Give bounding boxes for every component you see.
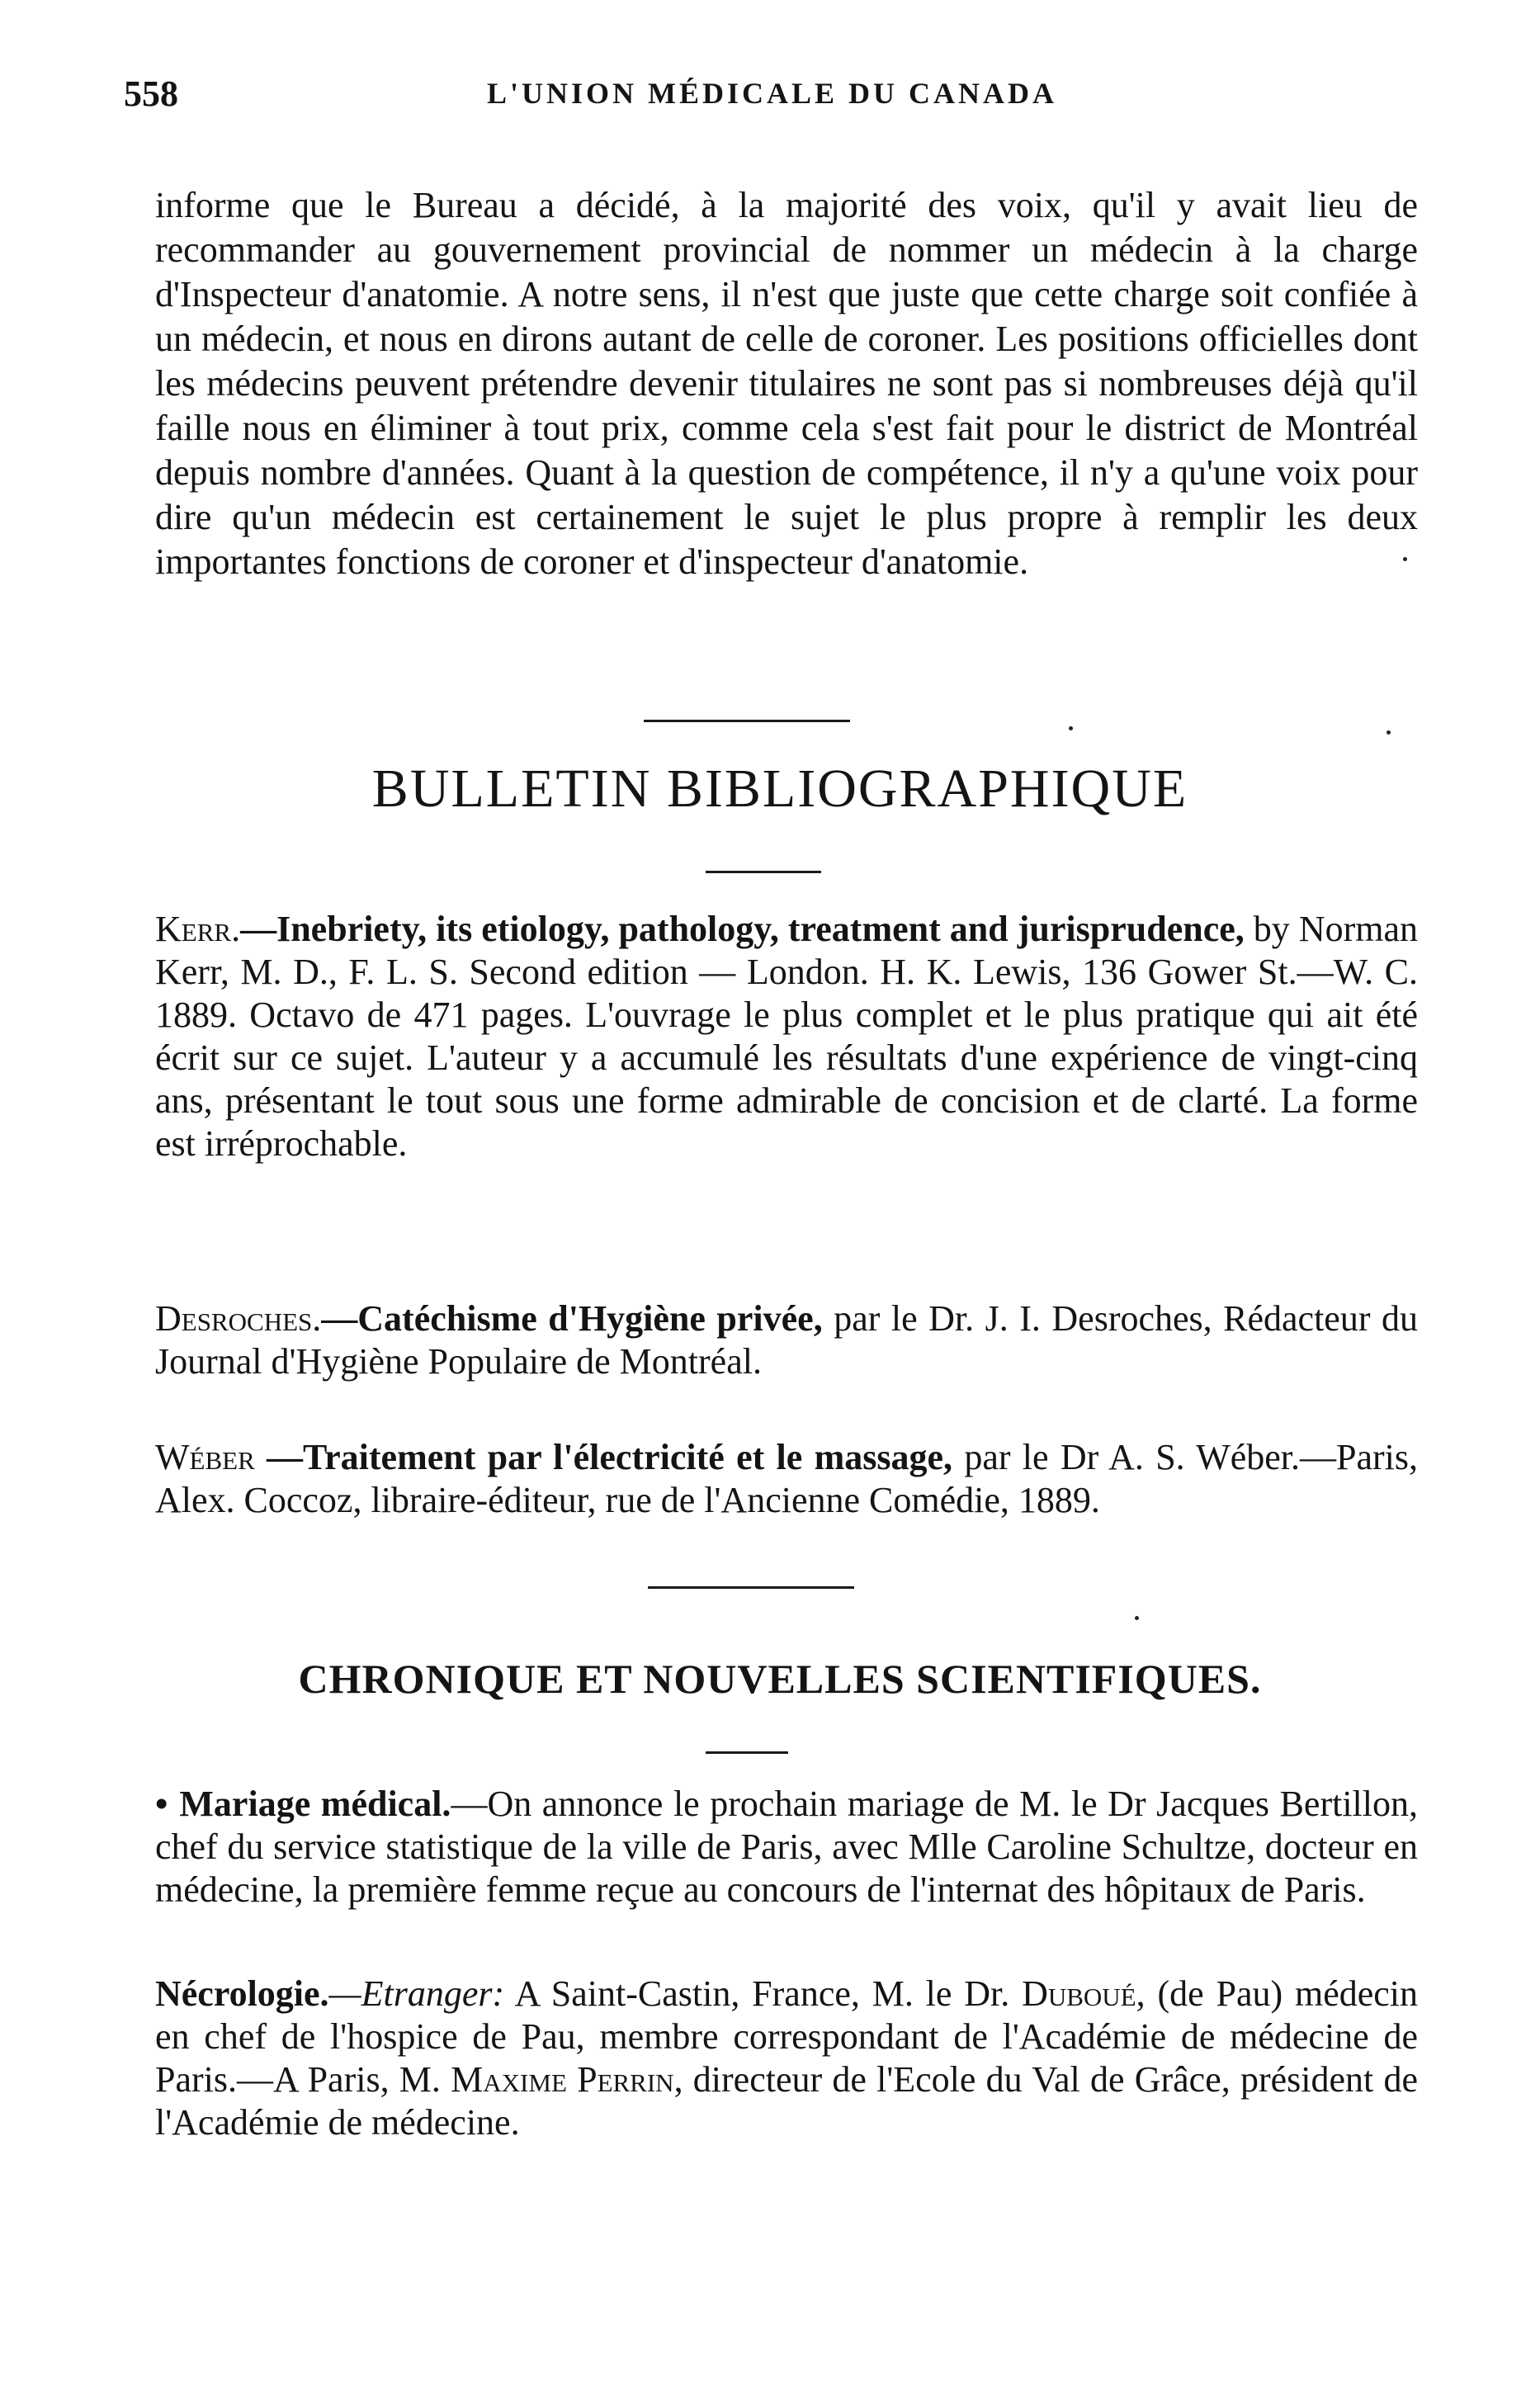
news-body-part: , (de Pau) médecin en chef de l'hospice de Pau, membre correspondant de l'Académie de médecine de Paris.—A Paris, M. (155, 1973, 1419, 2100)
heading-underline-rule (706, 871, 821, 873)
chronique-heading: CHRONIQUE ET NOUVELLES SCIENTIFIQUES. (298, 1656, 1262, 1702)
person-name: Duboué (1022, 1973, 1136, 2014)
print-speck (1135, 1616, 1139, 1620)
running-head (124, 73, 1411, 122)
news-item-mariage (155, 1783, 1418, 1911)
journal-title: L'UNION MÉDICALE DU CANADA (487, 77, 1058, 110)
entry-body: par le Dr. J. I. Desroches, Rédacteur du Journal d'Hygiène Populaire de Montréal. (155, 1298, 1418, 1382)
section-rule (648, 1586, 854, 1589)
entry-title: —Traitement par l'électricité et le massage, (254, 1437, 953, 1477)
intro-paragraph: informe que le Bureau a décidé, à la majorité des voix, qu'il y avait lieu de recommander au gouvernement provincial de nommer un médecin à la charge d'Inspecteur d'anatomie. A notre sens, il n'est que juste que cette charge soit confiée à un médecin, et nous en dirons autant de celle de coroner. Les positions officielles dont les médecins peuvent prétendre devenir titulaires ne sont pas si nombreuses déjà qu'il faille nous en éliminer à tout prix, comme cela s'est fait pour le district de Montréal depuis nombre d'années. Quant à la question de compétence, il n'y a qu'une voix pour dire qu'un médecin est certainement le sujet le plus propre à remplir les deux importantes fonctions de coroner et d'inspecteur d'anatomie. (155, 185, 1418, 582)
news-body: —On annonce le prochain mariage de M. le Dr Jacques Bertillon, chef du service statistique de la ville de Paris, avec Mlle Caroline Schultze, docteur en médecine, la première femme reçue au concours de l'internat des hôpitaux de Paris. (155, 1784, 1418, 1910)
bibliography-entry-kerr (155, 908, 1418, 1165)
bullet-icon: • (155, 1784, 168, 1824)
news-body-part: , directeur de l'Ecole du Val de Grâce, président de l'Académie de médecine. (155, 2059, 1418, 2143)
print-speck (1386, 730, 1391, 735)
news-body-part: A Saint-Castin, France, M. le Dr. (504, 1973, 1023, 2014)
heading-underline-rule (706, 1751, 788, 1754)
person-name: Maxime Perrin (451, 2059, 674, 2100)
entry-title: —Catéchisme d'Hygiène privée, (321, 1298, 823, 1339)
entry-author: Desroches. (155, 1298, 322, 1339)
print-speck (1069, 726, 1073, 730)
entry-body: par le Dr A. S. Wéber.—Paris, Alex. Coccoz, libraire-éditeur, rue de l'Ancienne Comédie, 1889. (155, 1437, 1418, 1520)
entry-title: —Inebriety, its etiology, pathology, treatment and jurisprudence, (240, 909, 1245, 949)
bulletin-heading: BULLETIN BIBLIOGRAPHIQUE (371, 758, 1188, 819)
news-title: Nécrologie. (155, 1973, 329, 2014)
print-speck (1403, 557, 1407, 561)
bibliography-entry-weber (155, 1436, 1418, 1522)
entry-author: Kerr. (155, 909, 241, 949)
bibliography-entry-desroches (155, 1297, 1418, 1383)
entry-body: by Norman Kerr, M. D., F. L. S. Second edition — London. H. K. Lewis, 136 Gower St.—W. C. 1889. Octavo de 471 pages. L'ouvrage le plus complet et le plus pratique qui ait été écrit sur ce sujet. L'auteur y a accumulé les résultats d'une expérience de vingt-cinq ans, présentant le tout sous une forme admirable de concision et de clarté. La forme est irréprochable. (155, 909, 1419, 1164)
entry-author: Wéber (155, 1437, 255, 1477)
news-title: Mariage médical. (179, 1784, 451, 1824)
page-number: 558 (124, 73, 178, 114)
section-rule (644, 720, 850, 722)
news-subtitle: —Etranger: (328, 1973, 505, 2014)
news-item-necrologie (155, 1973, 1418, 2144)
